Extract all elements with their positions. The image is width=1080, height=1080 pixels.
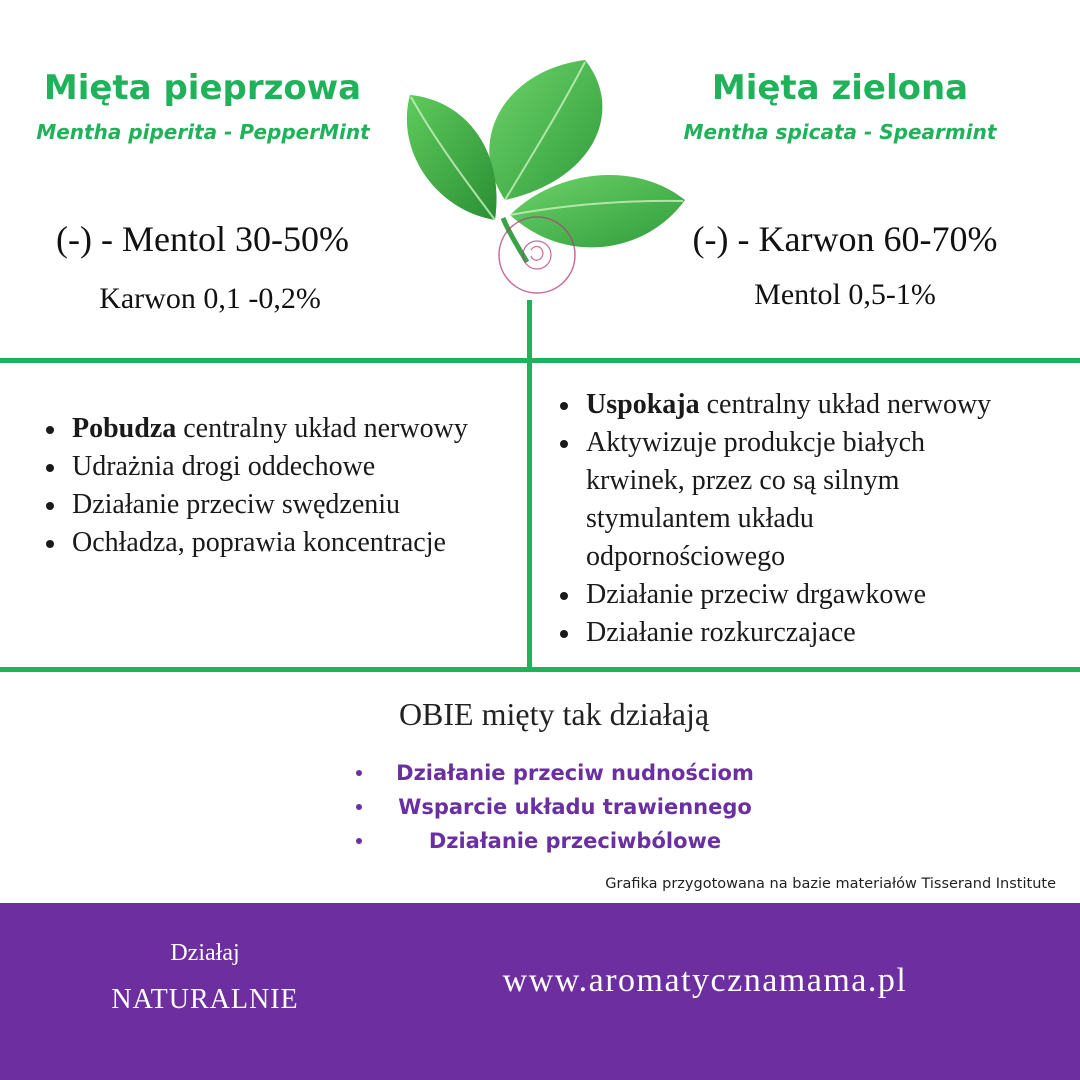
- list-item: Działanie przeciwbólowe: [350, 824, 780, 858]
- spearmint-title: Mięta zielona: [711, 68, 969, 108]
- both-mints-list: [350, 756, 780, 858]
- tagline-line2: NATURALNIE: [111, 984, 299, 1015]
- list-item: Działanie przeciw nudnościom: [350, 756, 780, 790]
- list-item: Działanie przeciw drgawkowe: [558, 576, 1058, 614]
- list-item: Uspokaja centralny układ nerwowy: [558, 386, 1058, 424]
- both-mints-title: OBIE mięty tak działają: [398, 696, 710, 732]
- list-item: Działanie rozkurczajace: [558, 614, 1058, 652]
- list-item: Pobudza centralny układ nerwowy: [44, 410, 524, 448]
- peppermint-properties-list: [44, 410, 524, 562]
- peppermint-title: Mięta pieprzowa: [43, 68, 362, 108]
- vertical-divider-top: [527, 300, 532, 360]
- list-item: Ochładza, poprawia koncentracje: [44, 524, 524, 562]
- mint-leaves-icon: [395, 50, 695, 300]
- source-note: Grafika przygotowana na bazie materiałów Tisserand Institute: [605, 876, 1056, 892]
- peppermint-subtitle: Mentha piperita - PepperMint: [36, 120, 370, 144]
- horizontal-divider-1: [0, 358, 1080, 363]
- horizontal-divider-2: [0, 667, 1080, 672]
- spearmint-main-component: (-) - Karwon 60-70%: [692, 219, 998, 259]
- spearmint-secondary-component: Mentol 0,5-1%: [754, 278, 936, 311]
- vertical-divider-bottom: [527, 358, 532, 670]
- list-item: Udrażnia drogi oddechowe: [44, 448, 524, 486]
- list-item: Aktywizuje produkcje białych krwinek, przez co są silnym stymulantem układu odpornościowego: [558, 424, 958, 576]
- spearmint-properties-list: [558, 386, 1058, 652]
- spearmint-subtitle: Mentha spicata - Spearmint: [683, 120, 997, 144]
- website-link[interactable]: www.aromatycznamama.pl: [502, 962, 908, 999]
- list-item: Działanie przeciw swędzeniu: [44, 486, 524, 524]
- peppermint-secondary-component: Karwon 0,1 -0,2%: [99, 282, 321, 315]
- peppermint-main-component: (-) - Mentol 30-50%: [56, 219, 349, 259]
- list-item: Wsparcie układu trawiennego: [350, 790, 780, 824]
- tagline-line1: Działaj: [170, 940, 240, 966]
